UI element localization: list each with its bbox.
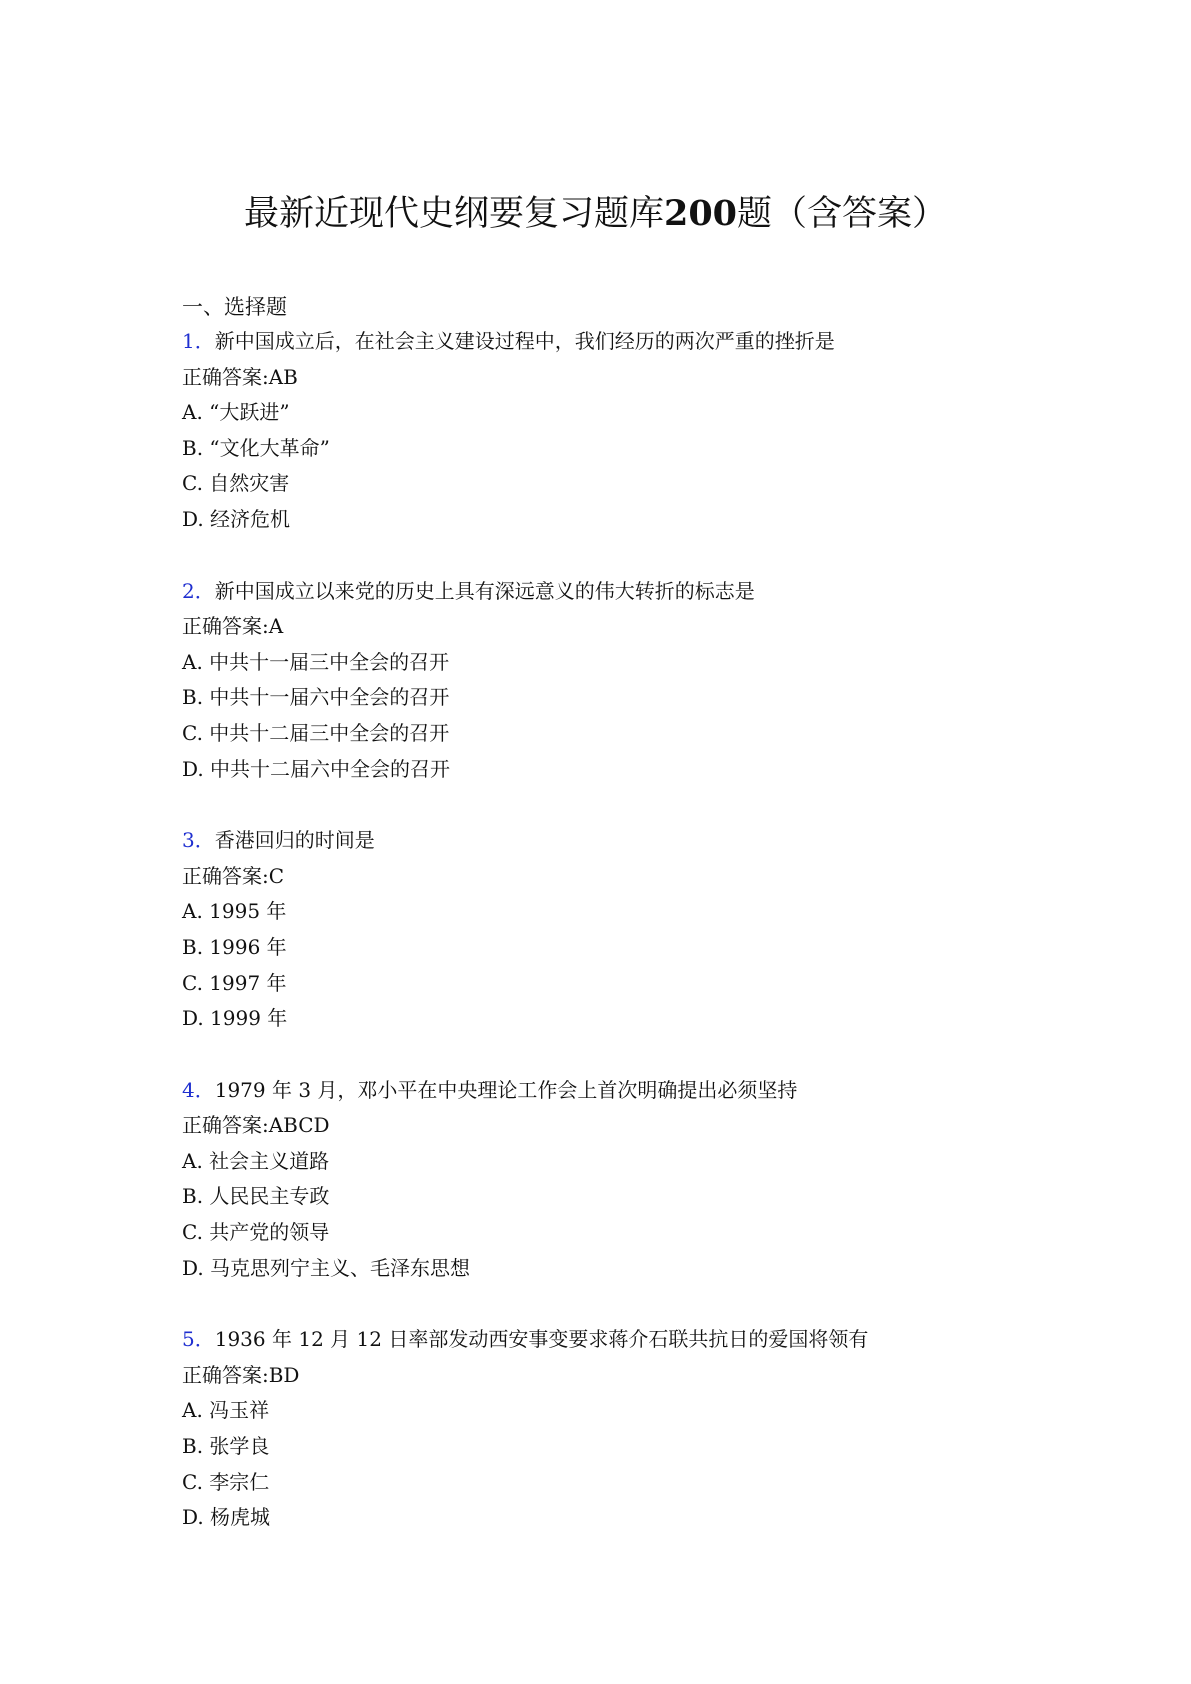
question-stem xyxy=(182,324,1062,360)
question-text: 1979 年 3 月，邓小平在中央理论工作会上首次明确提出必须坚持 xyxy=(214,1077,798,1102)
document-body xyxy=(182,290,1062,1572)
option-d: D. 马克思列宁主义、毛泽东思想 xyxy=(182,1255,471,1280)
title-prefix: 最新近现代史纲要复习题库 xyxy=(243,194,664,234)
question-number: 2． xyxy=(182,578,215,603)
option-c: C. 中共十二届三中全会的召开 xyxy=(182,720,450,745)
option-b: B. 人民民主专政 xyxy=(182,1184,330,1209)
option-d: D. 1999 年 xyxy=(182,1006,288,1031)
option-a: A. 1995 年 xyxy=(182,899,287,924)
option-a: A. 冯玉祥 xyxy=(182,1398,270,1423)
correct-answer: 正确答案:BD xyxy=(182,1362,300,1387)
question-number: 1． xyxy=(182,329,215,353)
correct-answer: 正确答案:A xyxy=(182,614,284,639)
option-a: A. “大跃进” xyxy=(182,400,290,425)
question-3 xyxy=(182,823,1062,1037)
question-5 xyxy=(182,1322,1062,1536)
question-stem xyxy=(182,1073,1062,1109)
option-d: D. 杨虎城 xyxy=(182,1505,271,1530)
question-text: 1936 年 12 月 12 日率部发动西安事变要求蒋介石联共抗日的爱国将领有 xyxy=(214,1327,869,1352)
option-b: B. 中共十一届六中全会的召开 xyxy=(182,685,450,710)
question-stem xyxy=(182,574,1062,610)
option-d: D. 经济危机 xyxy=(182,506,291,531)
question-2 xyxy=(182,574,1062,788)
question-text: 新中国成立后，在社会主义建设过程中，我们经历的两次严重的挫折是 xyxy=(214,329,835,353)
option-c: C. 共产党的领导 xyxy=(182,1220,330,1245)
question-4 xyxy=(182,1073,1062,1287)
correct-answer: 正确答案:C xyxy=(182,863,285,888)
question-1 xyxy=(182,324,1062,538)
option-c: C. 李宗仁 xyxy=(182,1469,270,1494)
option-c: C. 自然灾害 xyxy=(182,471,290,496)
question-text: 新中国成立以来党的历史上具有深远意义的伟大转折的标志是 xyxy=(214,578,755,603)
option-c: C. 1997 年 xyxy=(182,970,287,995)
option-a: A. 社会主义道路 xyxy=(182,1148,330,1173)
question-number: 5． xyxy=(182,1327,215,1352)
section-heading: 一、选择题 xyxy=(182,295,287,319)
option-b: B. “文化大革命” xyxy=(182,435,330,460)
question-number: 3． xyxy=(182,828,215,853)
question-number: 4． xyxy=(182,1077,215,1102)
correct-answer: 正确答案:AB xyxy=(182,364,298,389)
title-suffix: 题（含答案） xyxy=(737,194,948,234)
option-b: B. 1996 年 xyxy=(182,934,287,959)
question-stem xyxy=(182,1322,1062,1358)
correct-answer: 正确答案:ABCD xyxy=(182,1113,330,1138)
option-d: D. 中共十二届六中全会的召开 xyxy=(182,756,451,781)
question-text: 香港回归的时间是 xyxy=(214,828,375,853)
title-count: 200 xyxy=(663,193,738,234)
question-stem xyxy=(182,823,1062,859)
document-title xyxy=(0,190,1191,238)
option-a: A. 中共十一届三中全会的召开 xyxy=(182,649,450,674)
option-b: B. 张学良 xyxy=(182,1434,270,1459)
